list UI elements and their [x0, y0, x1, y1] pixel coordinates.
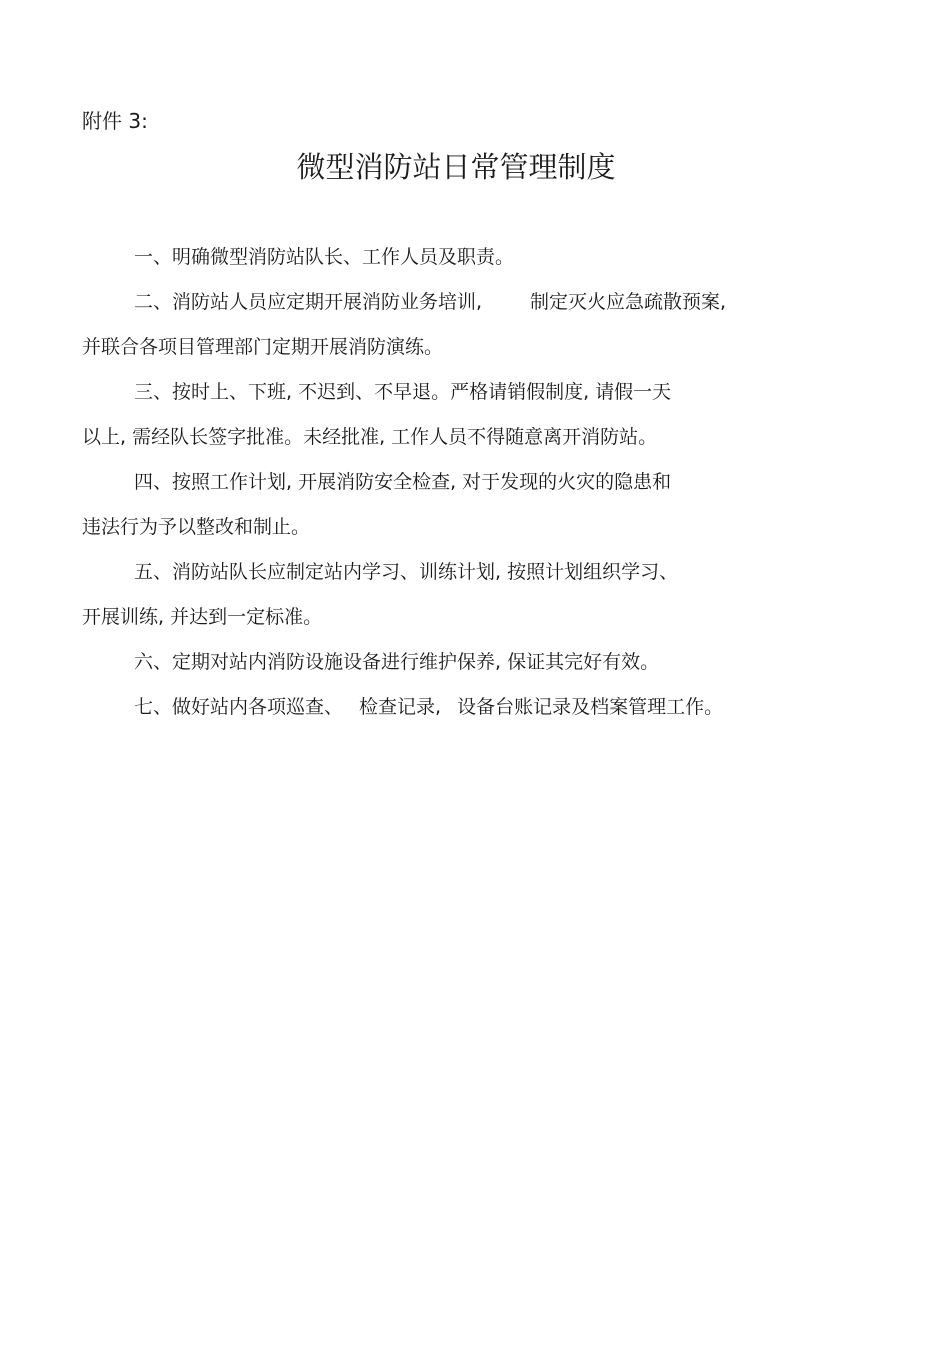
rule-2-text-a: 二、消防站人员应定期开展消防业务培训,: [134, 291, 483, 313]
rule-4-line-2: [82, 505, 852, 550]
rule-5-text-b: 开展训练, 并达到一定标准。: [82, 606, 323, 628]
rule-3-line-2: [82, 415, 852, 460]
rule-4-text-a: 四、按照工作计划, 开展消防安全检查, 对于发现的火灾的隐患和: [134, 471, 672, 493]
rule-6-text: 六、定期对站内消防设施设备进行维护保养, 保证其完好有效。: [134, 651, 660, 673]
rule-7: [82, 685, 852, 730]
rule-1: [82, 235, 852, 280]
rule-2-text-c: 并联合各项目管理部门定期开展消防演练。: [82, 336, 444, 358]
rule-2-line-2: [82, 325, 852, 370]
rule-5-text-a: 五、消防站队长应制定站内学习、训练计划, 按照计划组织学习、: [134, 561, 679, 583]
attachment-label: 附件 3:: [82, 109, 148, 133]
rule-4-text-b: 违法行为予以整改和制止。: [82, 516, 311, 538]
rule-5-line-1: [82, 550, 852, 595]
rule-6: [82, 640, 852, 685]
rule-3-text-b: 以上, 需经队长签字批准。未经批准, 工作人员不得随意离开消防站。: [82, 426, 658, 448]
rule-2-text-b: 制定灭火应急疏散预案,: [530, 291, 727, 313]
rule-1-text: 一、明确微型消防站队长、工作人员及职责。: [134, 246, 515, 268]
rule-2-line-1: [82, 280, 852, 325]
rule-3-line-1: [82, 370, 852, 415]
rule-5-line-2: [82, 595, 852, 640]
rule-7-text-c: 设备台账记录及档案管理工作。: [457, 696, 724, 718]
rule-7-text-a: 七、做好站内各项巡查、: [134, 696, 344, 718]
document-title: 微型消防站日常管理制度: [296, 150, 616, 184]
rule-3-text-a: 三、按时上、下班, 不迟到、不早退。严格请销假制度, 请假一天: [134, 381, 672, 403]
rule-4-line-1: [82, 460, 852, 505]
document-body: [82, 235, 852, 730]
rule-7-text-b: 检查记录,: [359, 696, 442, 718]
